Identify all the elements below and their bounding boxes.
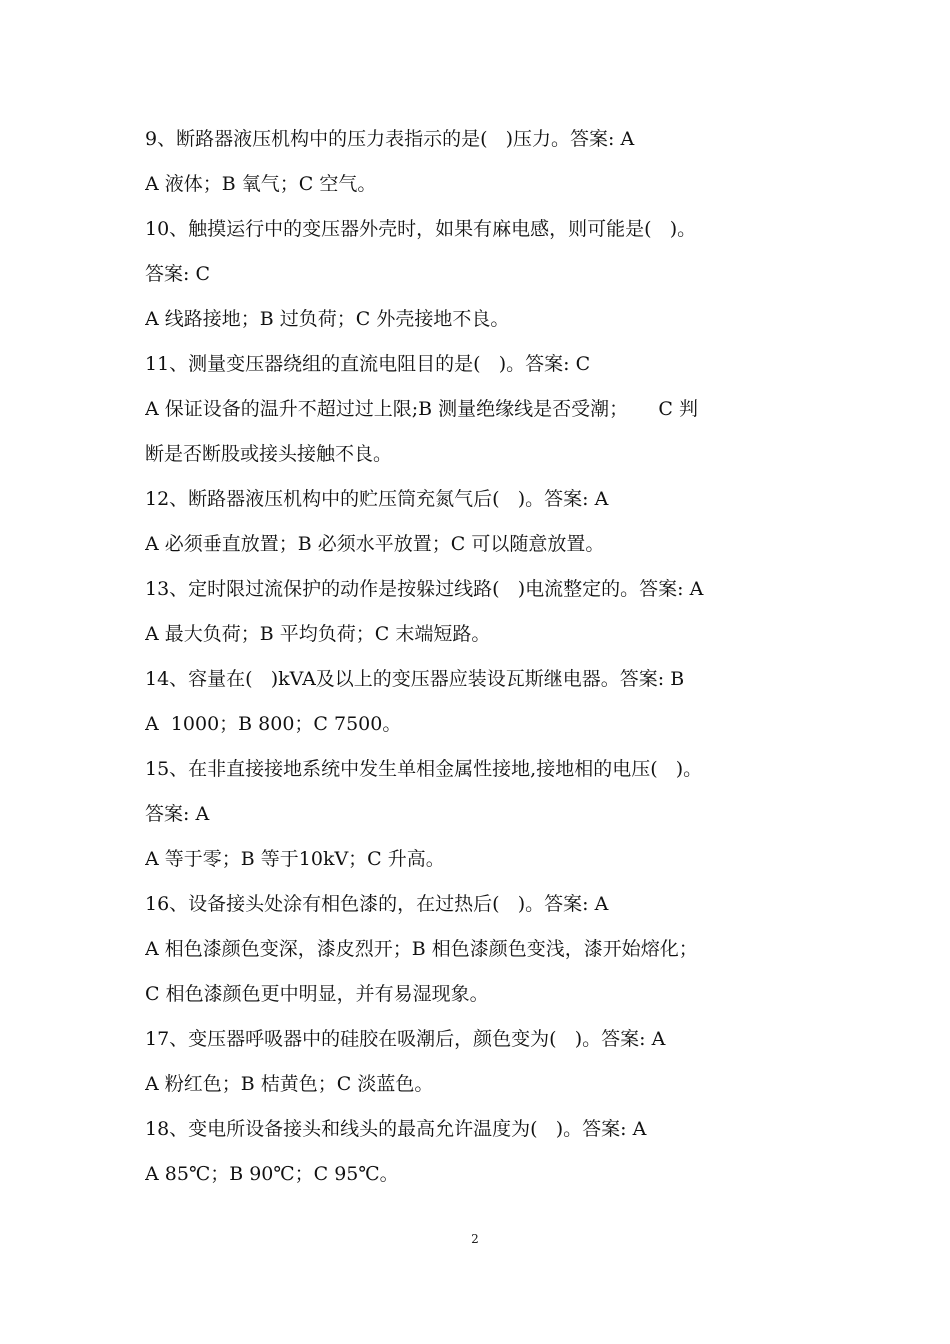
question-13: 13、定时限过流保护的动作是按躲过线路( )电流整定的。答案: A: [145, 578, 704, 600]
answer-10: 答案: C: [145, 263, 210, 285]
options-12: A 必须垂直放置；B 必须水平放置；C 可以随意放置。: [145, 533, 605, 555]
options-16: A 相色漆颜色变深，漆皮烈开；B 相色漆颜色变浅，漆开始熔化；: [145, 938, 698, 960]
options-11-continued: 断是否断股或接头接触不良。: [145, 443, 393, 465]
question-16: 16、设备接头处涂有相色漆的，在过热后( )。答案: A: [145, 893, 609, 915]
options-14: A 1000；B 800；C 7500。: [145, 713, 402, 735]
options-15: A 等于零；B 等于10kV；C 升高。: [145, 848, 445, 870]
question-11: 11、测量变压器绕组的直流电阻目的是( )。答案: C: [145, 353, 591, 375]
options-11: A 保证设备的温升不超过过上限;B 测量绝缘线是否受潮； C 判: [145, 398, 698, 420]
question-18: 18、变电所设备接头和线头的最高允许温度为( )。答案: A: [145, 1118, 647, 1140]
options-18: A 85℃；B 90℃；C 95℃。: [145, 1163, 399, 1185]
options-16-continued: C 相色漆颜色更中明显，并有易湿现象。: [145, 983, 489, 1005]
question-14: 14、容量在( )kVA及以上的变压器应装设瓦斯继电器。答案: B: [145, 668, 685, 690]
question-9: 9、断路器液压机构中的压力表指示的是( )压力。答案: A: [145, 128, 635, 150]
question-17: 17、变压器呼吸器中的硅胶在吸潮后，颜色变为( )。答案: A: [145, 1028, 666, 1050]
page-number: 2: [471, 1232, 479, 1246]
document-body: [145, 117, 815, 1197]
options-9: A 液体；B 氧气；C 空气。: [145, 173, 377, 195]
question-15: 15、在非直接接地系统中发生单相金属性接地,接地相的电压( )。: [145, 758, 703, 780]
question-10: 10、触摸运行中的变压器外壳时，如果有麻电感，则可能是( )。: [145, 218, 697, 240]
options-10: A 线路接地；B 过负荷；C 外壳接地不良。: [145, 308, 510, 330]
question-12: 12、断路器液压机构中的贮压筒充氮气后( )。答案: A: [145, 488, 609, 510]
answer-15: 答案: A: [145, 803, 210, 825]
options-13: A 最大负荷；B 平均负荷；C 末端短路。: [145, 623, 491, 645]
options-17: A 粉红色；B 桔黄色；C 淡蓝色。: [145, 1073, 434, 1095]
